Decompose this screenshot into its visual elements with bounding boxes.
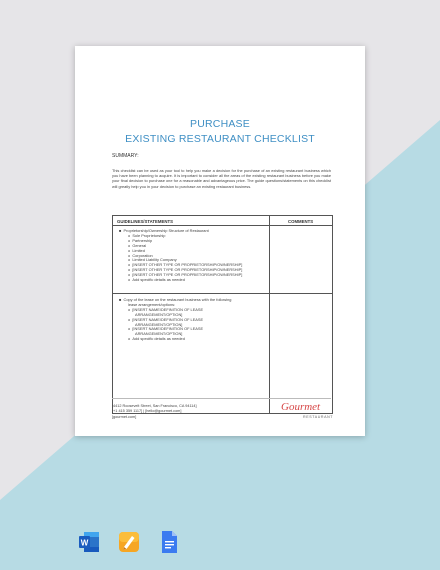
document-title-line2: EXISTING RESTAURANT CHECKLIST [125,133,315,145]
table-header-comments: COMMENTS [288,218,314,224]
list-item: o Corporation [128,252,153,258]
brand-subtitle: RESTAURANT [303,415,334,419]
footer-website: [gourmet.com] [112,414,137,419]
word-letter: W [80,538,89,548]
sub-list [119,308,231,342]
sub-list [119,234,242,283]
google-docs-icon[interactable] [158,530,180,554]
list-item-continuation: ARRANGEMENT/OPTION] [135,321,183,327]
summary-text: This checklist can be used as your tool to help you make a decision for the purchase of an existing restaurant business which you have been planning to acquire. It is important to consider all the areas of the existing restaurant business before you make your final decision to purchase one for a reasonable and advantageous price. The guide questions/statements on this checklist will greatly help you in your decision to purchase an existing restaurant business. [112,168,331,189]
footer-address-block [112,404,197,420]
table-column-divider [269,216,270,413]
table-header-guidelines: GUIDELINES/STATEMENTS [117,218,173,224]
list-item: o [INSERT OTHER TYPE OR PROPRIETORSHIP/OWNERSHIP] [128,262,243,268]
list-item: o [INSERT NAME/DEFINITION OF LEASE [128,316,204,322]
document-page [75,46,365,436]
list-item-continuation: ARRANGEMENT/OPTION] [135,331,183,337]
list-item: o [INSERT NAME/DEFINITION OF LEASE [128,306,204,312]
checklist-table [112,215,333,414]
list-item-continuation: ARRANGEMENT/OPTION] [135,311,183,317]
footer-address: [4412 Roosevelt Street, San Francisco, CA 94114] [112,404,197,408]
list-item: o Add specific details as needed [128,277,185,283]
list-item: o [INSERT OTHER TYPE OR PROPRIETORSHIP/OWNERSHIP] [128,272,243,278]
list-item: ■ Copy of the lease on the restaurant business with the following [119,297,232,302]
list-item: o Add specific details as needed [128,336,185,342]
list-item: o Partnership [128,237,153,243]
table-row [119,298,231,342]
list-item: ■ Proprietorship/Ownership Structure of Restaurant [119,228,209,233]
list-item: o Limited Liability Company [128,257,177,263]
list-item-continuation: lease arrangement/options: [128,301,176,307]
list-item: o Sole Proprietorship [128,232,166,238]
footer-contact: [+1 415 359 1117] | [hello@gourmet.com] [112,409,182,414]
table-row [119,229,242,283]
list-item: o [INSERT NAME/DEFINITION OF LEASE [128,326,204,332]
summary-heading: SUMMARY: [112,153,139,159]
document-title-line1: PURCHASE [190,118,250,130]
footer-divider [112,398,331,399]
brand-logo-text: Gourmet [281,401,321,413]
word-icon[interactable] [78,530,100,554]
list-item: o [INSERT OTHER TYPE OR PROPRIETORSHIP/OWNERSHIP] [128,267,243,273]
table-row-divider [113,293,332,294]
list-item: o General [128,242,147,248]
pages-icon[interactable] [118,530,140,554]
list-item: o Limited [128,247,145,253]
